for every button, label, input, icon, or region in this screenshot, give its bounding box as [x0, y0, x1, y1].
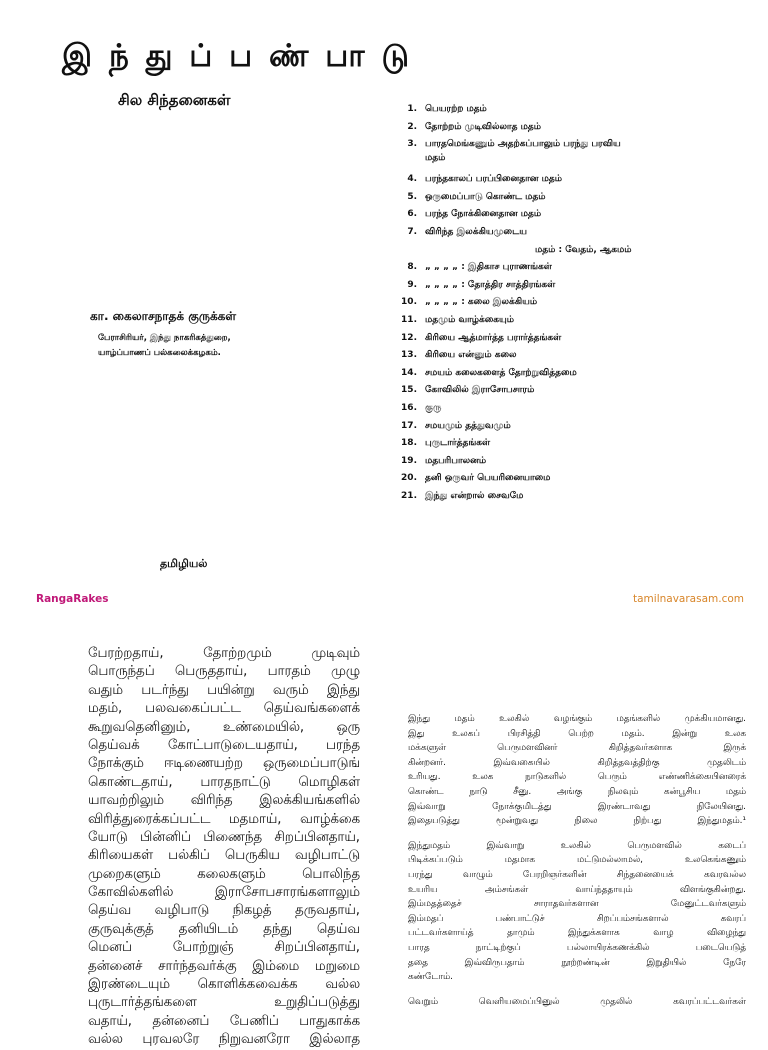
- toc-number: 9.: [407, 279, 417, 290]
- author-affiliation-line2: யாழ்ப்பாணப் பல்கலைக்கழகம்.: [98, 348, 221, 358]
- toc-text: மதமும் வாழ்க்கையும்: [425, 314, 515, 325]
- toc-text: குரு: [425, 402, 442, 413]
- toc-item: [395, 333, 755, 351]
- text-line: பரந்து வாழும் பேரறிஞர்களின் சிந்தனையைக் கவரவல்ல: [408, 869, 746, 880]
- toc-item: [395, 368, 755, 386]
- text-line: வெறும் வெளியமைப்பினுல் முதலில் கவரப்பட்டவர்கள்: [408, 996, 746, 1007]
- text-line: யாவற்றிலும் விரிந்த இலக்கியங்களில்: [88, 793, 360, 809]
- text-line: பிடிக்கப்படும் மதமாக மட்டுமல்லாமல், உலகெங்கணும்: [408, 855, 746, 866]
- toc-number: 15.: [401, 385, 417, 396]
- publisher-name: தமிழியல்: [160, 557, 208, 570]
- toc-number: 8.: [407, 262, 417, 273]
- toc-number: 20.: [401, 473, 417, 484]
- toc-number: 12.: [401, 332, 417, 343]
- toc-item: [395, 456, 755, 474]
- toc-number: 2.: [407, 121, 417, 132]
- toc-number: 4.: [407, 174, 417, 185]
- watermark-right: tamilnavarasam.com: [633, 593, 744, 605]
- toc-item: [395, 297, 755, 315]
- text-line: பொருந்தப் பெருததாய், பாரதம் முழு: [88, 664, 360, 680]
- text-line: இவ்வாறு நோக்குமிடத்து இரண்டாவது நிலேயினது.: [408, 801, 746, 812]
- text-line: கண்டோம்.: [408, 972, 453, 983]
- toc-text: கோவிலில் இராசோபசாரம்: [425, 385, 535, 396]
- text-line: கோவில்களில் இராசோபசாரங்களாலும்: [88, 885, 360, 901]
- text-line: நோக்கும் ஈடிணையற்ற ஒருமைப்பாடுங்: [88, 756, 360, 772]
- text-line: இதையடுத்து மூன்றுவது நிலை நிற்பது இந்துமதம்.¹: [408, 816, 746, 827]
- paragraph: [408, 839, 746, 985]
- page-subtitle: சில சிந்தனைகள்: [118, 91, 231, 109]
- toc-number: 10.: [401, 297, 417, 308]
- text-line: பாரத நாட்டிற்குப் பல்லாயிரக்கணக்கில் படையெடுத்: [408, 942, 746, 953]
- text-line: கூறுவதெனினும், உண்மையில், ஒரு: [88, 719, 360, 735]
- text-line: பேரற்றதாய், தோற்றமும் முடிவும்: [88, 646, 360, 661]
- text-line: வல்ல புரவலரே நிறுவனரோ இல்லாத: [88, 1032, 360, 1048]
- toc-number: 13.: [401, 350, 417, 361]
- toc-item: [395, 403, 755, 421]
- text-line: புருடார்த்தங்களை உறுதிப்படுத்து: [88, 995, 360, 1011]
- left-column-text: [88, 645, 360, 1050]
- toc-item: [395, 491, 755, 509]
- text-line: மெனப் போற்றுஞ் சிறப்பினதாய்,: [88, 940, 360, 956]
- text-line: இந்துமதம் இவ்வாறு உலகில் பெருமளவில் கடைப்: [408, 840, 746, 851]
- toc-text: விரிந்த இலக்கியமுடைய: [425, 226, 527, 237]
- text-line: கொண்டதாய், பாரதநாட்டு மொழிகள்: [88, 774, 360, 790]
- text-line: முறைகளும் கலைகளும் பொலிந்த: [88, 866, 360, 882]
- toc-item: [395, 421, 755, 439]
- toc-item: [395, 209, 755, 227]
- toc-text: சமயமும் தத்துவமும்: [425, 420, 511, 431]
- text-line: வதாய், தன்னைப் பேணிப் பாதுகாக்க: [88, 1013, 360, 1029]
- toc-item: [395, 473, 755, 491]
- right-column-text: [408, 712, 746, 1009]
- toc-item: [395, 192, 755, 210]
- text-line: கொண்ட நாடு சீனு. அங்கு நிலவும் கன்பூசிய மதம்: [408, 786, 746, 797]
- toc-number: 11.: [401, 314, 417, 325]
- toc-text: கிரியை ஆத்மார்த்த பரார்த்தங்கள்: [425, 332, 562, 343]
- toc-number: 7.: [407, 226, 417, 237]
- text-line: மக்களுள் பெருமளவினர் கிறித்தவர்களாக இருக்: [408, 743, 746, 754]
- text-line: பட்டவர்களாய்த் தாமும் இந்துக்களாக வாழ விழைந்து: [408, 928, 746, 939]
- toc-text: பெயரற்ற மதம்: [425, 104, 487, 114]
- author-name: கா. கைலாசநாதக் குருக்கள்: [90, 309, 237, 323]
- text-line: கிரியைகள் பல்கிப் பெருகிய வழிபாட்டு: [88, 848, 360, 864]
- toc-text: தோற்றம் முடிவில்லாத மதம்: [425, 121, 541, 132]
- text-line: தெய்வக் கோட்பாடுடையதாய், பரந்த: [88, 737, 360, 753]
- toc-text: பரந்தகாலப் பரப்பினைதான மதம்: [425, 174, 563, 185]
- toc-number: 1.: [407, 104, 417, 114]
- text-line: இம்மதப் பண்பாட்டுச் சிறப்பம்சங்களால் கவரப்: [408, 913, 746, 924]
- author-affiliation-line1: பேராசிரியர், இந்து நாகரிகத்துறை,: [98, 333, 231, 343]
- text-line: உயரிய அம்சங்கள் வாய்ந்ததாயும் விளங்குகின்றது.: [408, 884, 746, 895]
- toc-text: மதம் : வேதம், ஆகமம்: [535, 244, 632, 255]
- text-line: இம்மதத்தைச் சாராதவர்களான மேனுட்டவர்களும்: [408, 899, 746, 910]
- text-line: விரித்துரைக்கப்பட்ட மதமாய், வாழ்க்கை: [88, 811, 360, 827]
- toc-number: 19.: [401, 455, 417, 466]
- toc-item: [395, 104, 755, 122]
- toc-number: 3.: [407, 139, 417, 150]
- toc-text: „ „ „ „ : கலை இலக்கியம்: [425, 297, 538, 308]
- toc-number: 6.: [407, 209, 417, 220]
- toc-text: „ „ „ „ : தோத்திர சாத்திரங்கள்: [425, 279, 556, 290]
- toc-number: 17.: [401, 420, 417, 431]
- toc-item: [395, 438, 755, 456]
- text-line: இரண்டையும் கொளிக்கவைக்க வல்ல: [88, 977, 360, 993]
- toc-item: [395, 315, 755, 333]
- toc-text: பரந்த நோக்கினைதான மதம்: [425, 209, 542, 220]
- toc-item: [395, 245, 755, 263]
- paragraph: [408, 712, 746, 829]
- toc-text: கிரியை என்னும் கலை: [425, 350, 517, 361]
- toc-item: [395, 262, 755, 280]
- toc-text: தனி ஒருவர் பெயரினையாமை: [425, 473, 551, 484]
- toc-number: 14.: [401, 367, 417, 378]
- toc-item: [395, 280, 755, 298]
- toc-number: 21.: [401, 490, 417, 501]
- text-line: இது உலகப் பிரசித்தி பெற்ற மதம். இன்று உலக: [408, 728, 746, 739]
- text-line: இந்து மதம் உலகில் வழங்கும் மதங்களில் முக்கியமானது.: [408, 714, 746, 724]
- toc-text: இந்து என்றால் சைவமே: [425, 490, 524, 501]
- text-line: கின்றனர். இவ்வகையில் கிறித்தவத்திற்கு முதலிடம்: [408, 757, 746, 768]
- toc-item: [395, 385, 755, 403]
- toc-text: மதபரிபாலனம்: [425, 455, 487, 466]
- text-line: வதும் படர்ந்து பயின்று வரும் இந்து: [88, 682, 360, 698]
- text-line: தன்னைச் சார்ந்தவர்க்கு இம்மை மறுமை: [88, 958, 360, 974]
- text-line: உரியது. உலக நாடுகளில் பெரும் எண்ணிக்கையினரைக்: [408, 772, 746, 783]
- toc-text: ஒருமைப்பாடு கொண்ட மதம்: [425, 191, 546, 202]
- paragraph: [408, 995, 746, 1010]
- toc-number: 18.: [401, 438, 417, 449]
- toc-item: [395, 227, 755, 245]
- toc-text: பாரதமெங்கணும் அதற்கப்பாலும் பரந்து பரவிய: [425, 139, 621, 150]
- toc-number: 5.: [407, 191, 417, 202]
- toc-number: 16.: [401, 402, 417, 413]
- toc-text: புருடார்த்தங்கள்: [425, 438, 491, 449]
- page-title: இ ந் து ப் ப ண் பா டு: [62, 38, 412, 74]
- text-line: தெய்வ வழிபாடு நிகழத் தருவதாய்,: [88, 903, 360, 919]
- toc-text: சமயம் கலைகளைத் தோற்றுவித்தமை: [425, 367, 577, 378]
- watermark-left: RangaRakes: [36, 593, 109, 605]
- toc-item: [395, 350, 755, 368]
- table-of-contents: [395, 104, 755, 508]
- toc-text-continued: மதம்: [425, 153, 446, 164]
- text-line: யோடு பின்னிப் பிணைந்த சிறப்பினதாய்,: [88, 829, 360, 845]
- toc-text: „ „ „ „ : இதிகாச புராணங்கள்: [425, 262, 552, 273]
- toc-item: [395, 122, 755, 140]
- text-line: குருவுக்குத் தனியிடம் தந்து தெய்வ: [88, 921, 360, 937]
- toc-item: [395, 139, 755, 174]
- text-line: ததை இவ்விருபதாம் நூற்றண்டின் இறுதியில் நேரே: [408, 957, 746, 968]
- text-line: மதம், பலவகைப்பட்ட தெய்வங்களைக்: [88, 701, 360, 717]
- toc-item: [395, 174, 755, 192]
